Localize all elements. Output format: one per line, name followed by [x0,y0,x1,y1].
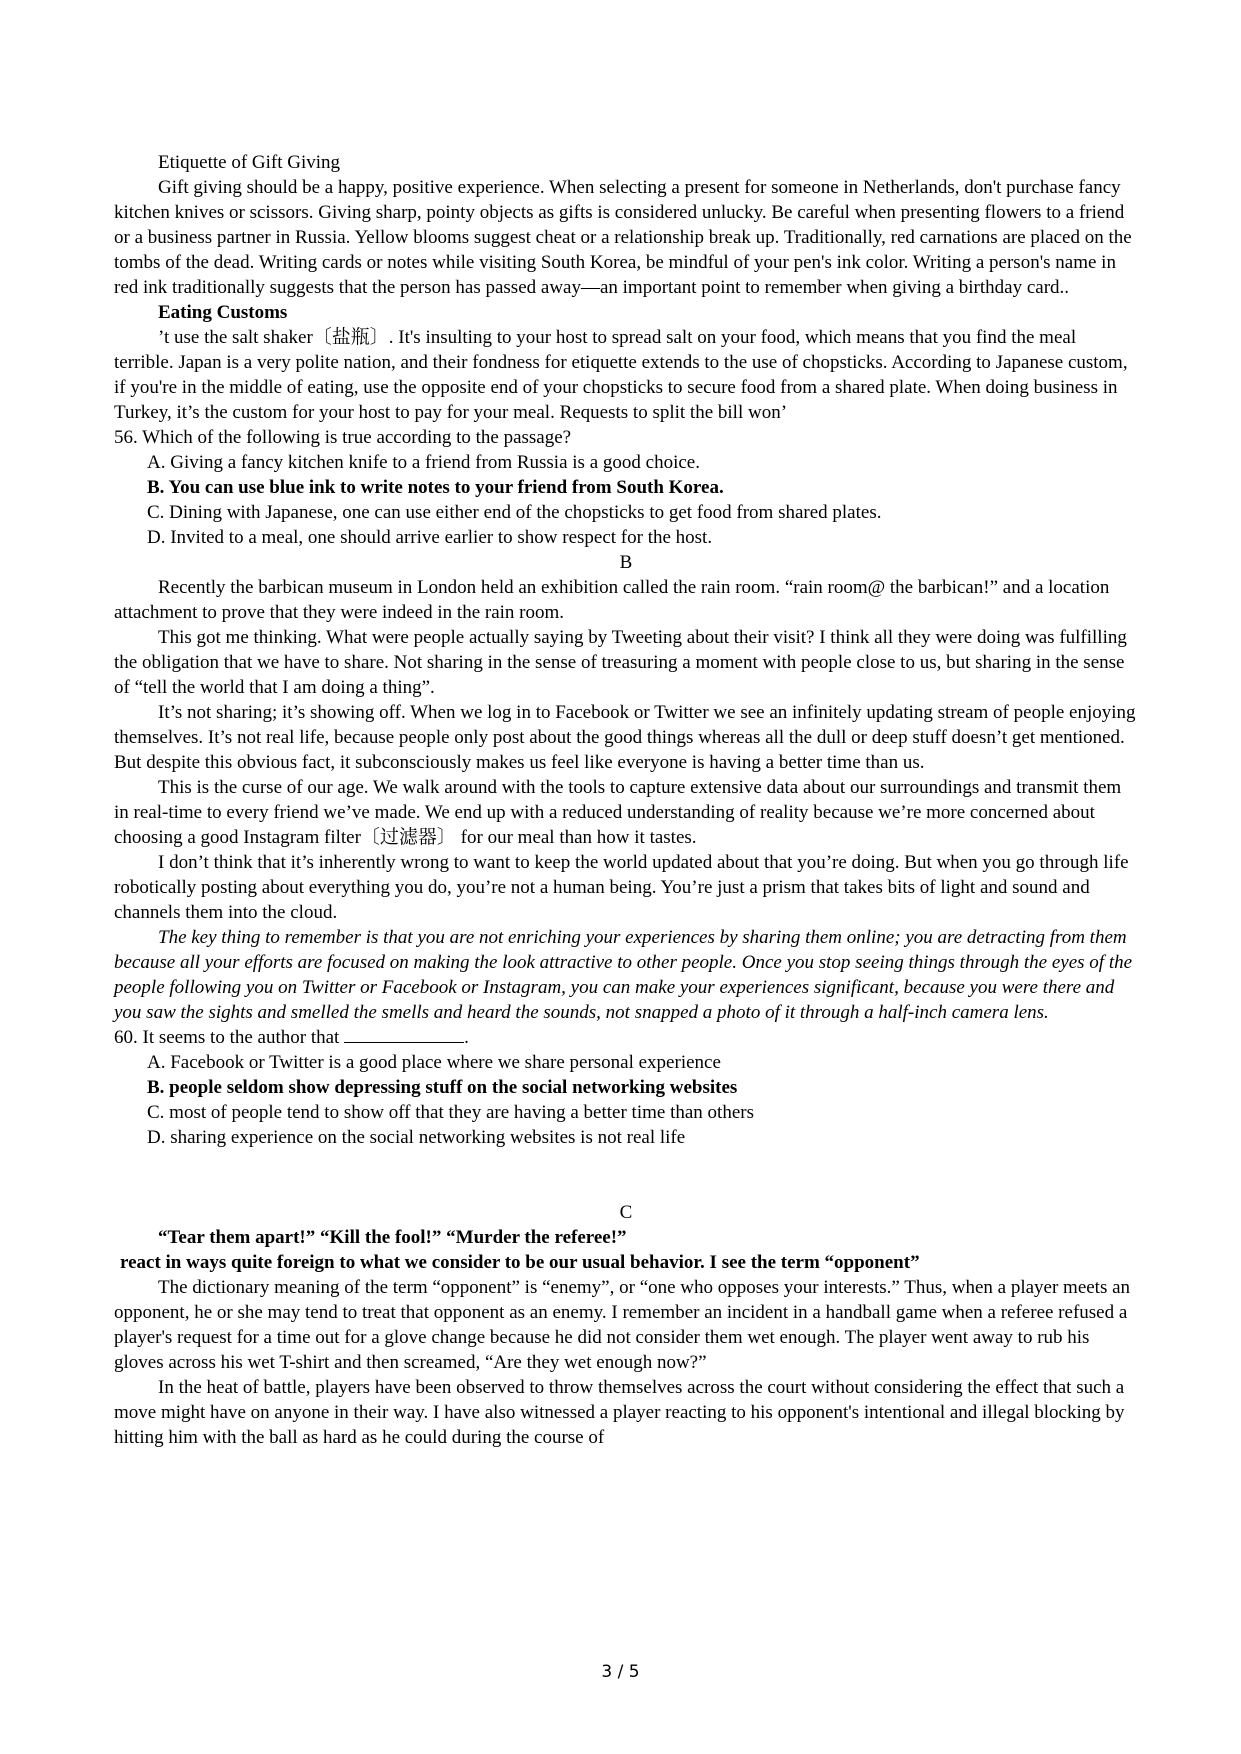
section-a-title: Etiquette of Gift Giving [158,152,341,173]
section-b-paragraph-2: This got me thinking. What were people actually saying by Tweeting about their visit? I think all they were doing was fulfilling the obligation that we have to share. Not sharing in the sense of treasuring a moment with people close to us, but sharing in the sense of “tell the world that I am doing a thing”. [114,627,1127,698]
question-56-option-d: D. Invited to a meal, one should arrive earlier to show respect for the host. [147,527,713,548]
section-a-paragraph-1: Gift giving should be a happy, positive experience. When selecting a present for someone in Netherlands, don't purchase fancy kitchen knives or scissors. Giving sharp, pointy objects as gifts is considered unlucky. Be careful when presenting flowers to a friend or a business partner in Russia. Yellow blooms suggest cheat or a relationship break up. Traditionally, red carnations are placed on the tombs of the dead. Writing cards or notes while visiting South Korea, be mindful of your pen's ink color. Writing a person's name in red ink traditionally suggests that the person has passed away—an important point to remember when giving a birthday card.. [114,177,1132,298]
section-c-bold-line-2: react in ways quite foreign to what we consider to be our usual behavior. I see the term “opponent” [120,1252,920,1273]
question-60-option-c: C. most of people tend to show off that they are having a better time than others [147,1102,754,1123]
page-content [114,150,1138,1450]
question-56-option-c: C. Dining with Japanese, one can use either end of the chopsticks to get food from shared plates. [147,502,882,523]
section-c-bold-line-1: “Tear them apart!” “Kill the fool!” “Murder the referee!” [158,1227,627,1248]
section-b-paragraph-4: This is the curse of our age. We walk around with the tools to capture extensive data about our surroundings and transmit them in real-time to every friend we’ve made. We end up with a reduced understanding of reality because we’re more concerned about choosing a good Instagram filter〔过滤器〕 for our meal than how it tastes. [114,777,1122,848]
question-56-option-a: A. Giving a fancy kitchen knife to a friend from Russia is a good choice. [147,452,700,473]
section-a-heading-eating-customs: Eating Customs [158,302,288,323]
question-60-option-a: A. Facebook or Twitter is a good place where we share personal experience [147,1052,721,1073]
question-60-end: . [464,1027,469,1048]
question-60-option-b: B. people seldom show depressing stuff on the social networking websites [147,1077,738,1098]
section-c-paragraph-1: The dictionary meaning of the term “opponent” is “enemy”, or “one who opposes your interests.” Thus, when a player meets an opponent, he or she may tend to treat that opponent as an enemy. I remember an incident in a handball game when a referee refused a player's request for a time out for a glove change because he did not consider them wet enough. The player went away to rub his gloves across his wet T-shirt and then screamed, “Are they wet enough now?” [114,1277,1131,1373]
page-number: 3 / 5 [601,1662,640,1682]
section-b-paragraph-3: It’s not sharing; it’s showing off. When we log in to Facebook or Twitter we see an infinitely updating stream of people enjoying themselves. It’s not real life, because people only post about the good things whereas all the dull or deep stuff doesn’t get mentioned. But despite this obvious fact, it subconsciously makes us feel like everyone is having a better time than us. [114,702,1136,773]
section-a-paragraph-2: ’t use the salt shaker〔盐瓶〕. It's insulting to your host to spread salt on your food, which means that you find the meal terrible. Japan is a very polite nation, and their fondness for etiquette extends to the use of chopsticks. According to Japanese custom, if you're in the middle of eating, use the opposite end of your chopsticks to secure food from a shared plate. When doing business in Turkey, it’s the custom for your host to pay for your meal. Requests to split the bill won’ [114,327,1128,423]
section-b-letter: B [619,552,633,573]
question-56-option-b: B. You can use blue ink to write notes to your friend from South Korea. [147,477,724,498]
answer-blank [344,1025,464,1043]
section-c-letter: C [619,1202,633,1223]
section-b-paragraph-6: The key thing to remember is that you are not enriching your experiences by sharing them online; you are detracting from them because all your efforts are focused on making the look attractive to other people. Once you stop seeing things through the eyes of the people following you on Twitter or Facebook or Instagram, you can make your experiences significant, because you were there and you saw the sights and smelled the smells and heard the sounds, not snapped a photo of it through a half-inch camera lens. [114,927,1133,1023]
question-60-text: 60. It seems to the author that [114,1027,340,1048]
section-b-paragraph-5: I don’t think that it’s inherently wrong to want to keep the world updated about that you’re doing. But when you go through life robotically posting about everything you do, you’re not a human being. You’re just a prism that takes bits of light and sound and channels them into the cloud. [114,852,1129,923]
question-56: 56. Which of the following is true according to the passage? [114,427,572,448]
question-60-option-d: D. sharing experience on the social networking websites is not real life [147,1127,686,1148]
section-spacer [114,1150,1138,1200]
section-b-paragraph-1: Recently the barbican museum in London held an exhibition called the rain room. “rain room@ the barbican!” and a location attachment to prove that they were indeed in the rain room. [114,577,1110,623]
section-c-paragraph-2: In the heat of battle, players have been observed to throw themselves across the court without considering the effect that such a move might have on anyone in their way. I have also witnessed a player reacting to his opponent's intentional and illegal blocking by hitting him with the ball as hard as he could during the course of [114,1377,1125,1448]
question-60 [114,1025,1138,1050]
